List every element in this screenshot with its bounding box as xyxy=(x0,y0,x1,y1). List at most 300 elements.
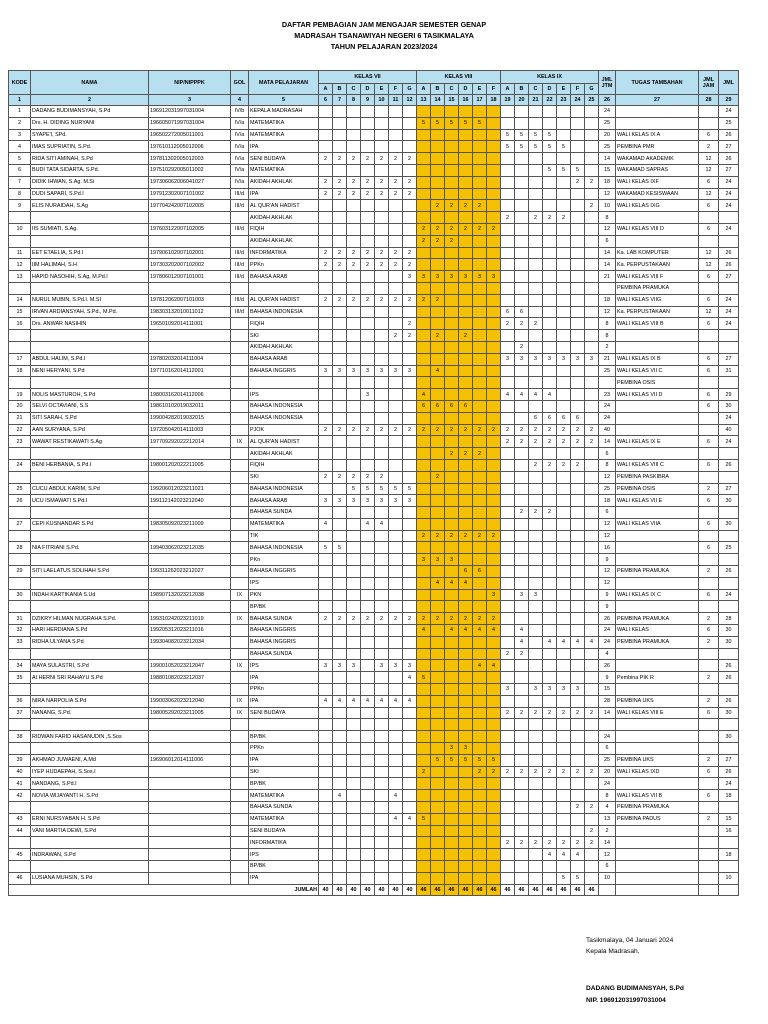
cell-class-hours xyxy=(515,212,529,224)
cell-class-hours xyxy=(319,400,333,412)
cell-class-hours xyxy=(347,825,361,837)
cell-class-hours: 4 xyxy=(417,625,431,637)
cell-tugas: WALI KELAS VII D xyxy=(616,389,699,401)
cell-class-hours xyxy=(501,223,515,235)
cell-gol: IX xyxy=(231,660,249,672)
cell-nip xyxy=(149,778,231,790)
cell-nama: ABDUL HALIM, S.Pd.I xyxy=(31,353,149,365)
cell-class-hours xyxy=(445,719,459,731)
table-row xyxy=(9,389,739,401)
cell-nama: RIDWAN FARID HASANUDIN ,S.Sos xyxy=(31,731,149,743)
cell-class-hours xyxy=(529,802,543,814)
table-row xyxy=(9,223,739,235)
cell-class-hours xyxy=(445,707,459,719)
cell-class-hours: 2 xyxy=(543,424,557,436)
cell-class-hours xyxy=(459,341,473,353)
cell-class-hours xyxy=(585,542,599,554)
cell-class-hours xyxy=(375,719,389,731)
cell-class-hours: 3 xyxy=(529,353,543,365)
cell-class-hours xyxy=(417,542,431,554)
cell-class-hours xyxy=(431,707,445,719)
cell-class-hours xyxy=(431,212,445,224)
cell-class-hours xyxy=(529,164,543,176)
cell-class-hours xyxy=(319,200,333,212)
cell-kode: 27 xyxy=(9,518,31,530)
cell-class-hours xyxy=(585,259,599,271)
cell-class-hours xyxy=(515,117,529,129)
cell-class-hours xyxy=(389,684,403,696)
cell-class-hours xyxy=(557,495,571,507)
cell-class-hours: 2 xyxy=(361,247,375,259)
cell-class-hours xyxy=(557,660,571,672)
cell-class-hours xyxy=(585,223,599,235)
cell-class-hours: 2 xyxy=(417,613,431,625)
cell-class-hours xyxy=(473,589,487,601)
cell-mapel: BAHASA SUNDA xyxy=(249,507,319,519)
cell-jml: 30 xyxy=(719,495,739,507)
cell-tugas xyxy=(616,507,699,519)
cell-class-hours xyxy=(403,625,417,637)
table-row xyxy=(9,318,739,330)
cell-class-hours xyxy=(445,341,459,353)
cell-mapel: IPS xyxy=(249,577,319,589)
class-letter-letters8-2: C xyxy=(445,84,459,95)
cell-class-hours xyxy=(571,365,585,377)
cell-class-hours: 2 xyxy=(459,448,473,460)
cell-jml-jtm: 12 xyxy=(599,577,616,589)
cell-class-hours xyxy=(515,247,529,259)
cell-class-hours xyxy=(487,129,501,141)
cell-mapel: PPKn xyxy=(249,743,319,755)
table-row xyxy=(9,306,739,318)
cell-class-hours: 2 xyxy=(417,235,431,247)
cell-nama: INDRAWAN, S.Pd xyxy=(31,849,149,861)
cell-class-hours: 2 xyxy=(515,318,529,330)
table-row xyxy=(9,176,739,188)
cell-class-hours: 2 xyxy=(529,318,543,330)
cell-gol xyxy=(231,412,249,424)
cell-class-hours: 3 xyxy=(459,271,473,283)
cell-class-hours xyxy=(431,306,445,318)
cell-jml: 27 xyxy=(719,754,739,766)
index-cell: 10 xyxy=(375,95,389,106)
cell-class-hours: 2 xyxy=(403,294,417,306)
table-row xyxy=(9,294,739,306)
cell-jml-jtm: 28 xyxy=(599,695,616,707)
cell-nip xyxy=(149,802,231,814)
cell-class-hours xyxy=(347,566,361,578)
cell-tugas: WALI KELAS xyxy=(616,625,699,637)
cell-class-hours xyxy=(389,412,403,424)
index-cell: 13 xyxy=(417,95,431,106)
cell-tugas xyxy=(616,400,699,412)
cell-class-hours xyxy=(417,212,431,224)
cell-class-hours xyxy=(487,731,501,743)
cell-jml-jtm xyxy=(599,377,616,389)
cell-jml-jam: 6 xyxy=(699,365,719,377)
cell-class-hours xyxy=(515,495,529,507)
cell-class-hours xyxy=(571,377,585,389)
cell-class-hours: 2 xyxy=(375,188,389,200)
cell-nama xyxy=(31,448,149,460)
cell-jml-jtm: 14 xyxy=(599,837,616,849)
cell-class-hours xyxy=(529,719,543,731)
cell-class-hours: 3 xyxy=(403,660,417,672)
cell-class-hours xyxy=(557,306,571,318)
cell-class-hours xyxy=(417,330,431,342)
cell-class-hours: 2 xyxy=(515,436,529,448)
cell-class-hours xyxy=(515,660,529,672)
cell-class-hours xyxy=(375,271,389,283)
cell-class-hours xyxy=(543,318,557,330)
cell-class-hours xyxy=(403,566,417,578)
cell-class-hours xyxy=(501,459,515,471)
cell-class-hours xyxy=(473,648,487,660)
cell-class-hours: 2 xyxy=(515,707,529,719)
cell-jml-jam: 6 xyxy=(699,459,719,471)
cell-class-hours xyxy=(529,282,543,294)
cell-nama xyxy=(31,377,149,389)
cell-class-hours xyxy=(403,400,417,412)
cell-class-hours: 5 xyxy=(487,754,501,766)
cell-class-hours xyxy=(333,778,347,790)
cell-class-hours xyxy=(445,306,459,318)
cell-tugas xyxy=(616,330,699,342)
cell-class-hours xyxy=(417,518,431,530)
cell-class-hours xyxy=(585,625,599,637)
cell-class-hours xyxy=(557,294,571,306)
cell-class-hours xyxy=(403,353,417,365)
table-row xyxy=(9,141,739,153)
cell-class-hours: 2 xyxy=(347,613,361,625)
col-kode: KODE xyxy=(9,71,31,95)
cell-class-hours xyxy=(459,259,473,271)
cell-class-hours xyxy=(319,353,333,365)
cell-jml: 24 xyxy=(719,318,739,330)
cell-class-hours xyxy=(557,825,571,837)
cell-class-hours xyxy=(319,861,333,873)
cell-class-hours xyxy=(487,507,501,519)
cell-mapel xyxy=(249,719,319,731)
cell-class-hours xyxy=(543,117,557,129)
cell-gol: IV/a xyxy=(231,129,249,141)
cell-kode: 21 xyxy=(9,412,31,424)
cell-jml-jtm: 23 xyxy=(599,389,616,401)
cell-class-hours xyxy=(557,153,571,165)
cell-gol xyxy=(231,743,249,755)
cell-class-hours xyxy=(375,129,389,141)
cell-class-hours: 3 xyxy=(515,589,529,601)
cell-tugas: WALI KELAS IX B xyxy=(616,353,699,365)
cell-nama xyxy=(31,471,149,483)
cell-class-hours xyxy=(529,577,543,589)
jumlah-label: JUMLAH xyxy=(9,884,319,896)
cell-jml: 28 xyxy=(719,613,739,625)
cell-class-hours: 2 xyxy=(543,507,557,519)
cell-class-hours: 6 xyxy=(473,566,487,578)
cell-class-hours xyxy=(431,542,445,554)
cell-class-hours: 2 xyxy=(403,188,417,200)
cell-class-hours: 4 xyxy=(543,636,557,648)
cell-class-hours xyxy=(501,259,515,271)
cell-tugas: WAKAMAD AKADEMIK xyxy=(616,153,699,165)
cell-kode xyxy=(9,377,31,389)
cell-class-hours xyxy=(571,153,585,165)
cell-class-hours xyxy=(403,577,417,589)
class-letter-letters9-0: A xyxy=(501,84,515,95)
cell-class-hours xyxy=(333,636,347,648)
cell-class-hours xyxy=(585,377,599,389)
cell-jml-jtm: 24 xyxy=(599,400,616,412)
cell-class-hours: 4 xyxy=(501,389,515,401)
cell-jml-jtm: 8 xyxy=(599,212,616,224)
cell-jml-jtm: 24 xyxy=(599,731,616,743)
table-row xyxy=(9,507,739,519)
cell-class-hours xyxy=(417,318,431,330)
cell-class-hours xyxy=(403,872,417,884)
cell-class-hours xyxy=(543,282,557,294)
cell-class-hours xyxy=(431,389,445,401)
cell-class-hours xyxy=(319,672,333,684)
col-tugas-tambahan: TUGAS TAMBAHAN xyxy=(616,71,699,95)
cell-nama: NANANG, S.Pd. xyxy=(31,707,149,719)
cell-class-hours: 3 xyxy=(361,495,375,507)
cell-class-hours xyxy=(585,672,599,684)
cell-class-hours xyxy=(585,790,599,802)
cell-jml xyxy=(719,377,739,389)
cell-class-hours xyxy=(431,778,445,790)
cell-class-hours xyxy=(515,872,529,884)
cell-class-hours xyxy=(333,271,347,283)
cell-class-hours xyxy=(501,400,515,412)
cell-nama: Drs. ANWAR NASIHIN xyxy=(31,318,149,330)
cell-jml-jtm: 6 xyxy=(599,861,616,873)
cell-class-hours: 3 xyxy=(445,743,459,755)
cell-class-hours xyxy=(389,778,403,790)
cell-class-hours xyxy=(487,672,501,684)
cell-class-hours: 5 xyxy=(557,141,571,153)
cell-mapel: SKI xyxy=(249,766,319,778)
class-letter-letters9-5: F xyxy=(571,84,585,95)
cell-class-hours xyxy=(473,495,487,507)
cell-class-hours xyxy=(557,330,571,342)
cell-class-hours xyxy=(557,129,571,141)
cell-class-hours: 2 xyxy=(333,153,347,165)
cell-class-hours xyxy=(417,259,431,271)
cell-tugas xyxy=(616,341,699,353)
cell-class-hours xyxy=(375,117,389,129)
cell-class-hours: 2 xyxy=(333,471,347,483)
cell-nip xyxy=(149,790,231,802)
cell-class-hours xyxy=(347,117,361,129)
index-cell: 27 xyxy=(616,95,699,106)
cell-gol: IX xyxy=(231,613,249,625)
cell-class-hours xyxy=(459,790,473,802)
cell-class-hours xyxy=(347,625,361,637)
cell-class-hours xyxy=(529,471,543,483)
cell-mapel: BAHASA INDONESIA xyxy=(249,400,319,412)
cell-tugas: WALI KELAS VIII C xyxy=(616,459,699,471)
cell-gol: IV/a xyxy=(231,117,249,129)
cell-kode xyxy=(9,507,31,519)
cell-jml-jam xyxy=(699,424,719,436)
cell-class-hours xyxy=(403,636,417,648)
cell-class-hours: 2 xyxy=(515,424,529,436)
cell-class-hours xyxy=(417,872,431,884)
cell-mapel: IPA xyxy=(249,672,319,684)
cell-class-hours: 5 xyxy=(543,129,557,141)
cell-class-hours xyxy=(403,766,417,778)
cell-class-hours xyxy=(473,341,487,353)
cell-nip: 198907132023212038 xyxy=(149,589,231,601)
cell-class-hours xyxy=(389,271,403,283)
cell-class-hours xyxy=(585,530,599,542)
cell-class-hours xyxy=(473,684,487,696)
cell-class-hours xyxy=(543,471,557,483)
cell-gol: IX xyxy=(231,707,249,719)
cell-jml-jam: 2 xyxy=(699,672,719,684)
cell-class-hours xyxy=(347,341,361,353)
cell-gol: III/d xyxy=(231,247,249,259)
cell-class-hours xyxy=(361,778,375,790)
cell-class-hours xyxy=(459,483,473,495)
cell-class-hours xyxy=(431,188,445,200)
cell-class-hours xyxy=(473,353,487,365)
cell-class-hours xyxy=(403,684,417,696)
cell-class-hours: 3 xyxy=(389,495,403,507)
cell-tugas xyxy=(616,825,699,837)
cell-class-hours xyxy=(403,601,417,613)
cell-class-hours xyxy=(431,129,445,141)
cell-nama: SYAPE'I, SPd. xyxy=(31,129,149,141)
cell-class-hours xyxy=(445,636,459,648)
cell-class-hours: 4 xyxy=(333,695,347,707)
cell-class-hours xyxy=(487,471,501,483)
cell-class-hours xyxy=(375,459,389,471)
cell-class-hours xyxy=(361,802,375,814)
index-cell: 5 xyxy=(249,95,319,106)
cell-class-hours xyxy=(557,778,571,790)
cell-class-hours xyxy=(543,271,557,283)
cell-jml-jtm: 9 xyxy=(599,589,616,601)
cell-tugas: WALI KELAS IXF xyxy=(616,176,699,188)
cell-class-hours: 2 xyxy=(459,530,473,542)
table-row xyxy=(9,813,739,825)
cell-tugas: WALI KELAS IX E xyxy=(616,436,699,448)
cell-class-hours xyxy=(459,188,473,200)
cell-class-hours xyxy=(459,672,473,684)
cell-nip: 199001052023212047 xyxy=(149,660,231,672)
cell-class-hours xyxy=(417,577,431,589)
cell-jml xyxy=(719,235,739,247)
cell-nama: LUSIANA MUHSIN, S.Pd xyxy=(31,872,149,884)
cell-gol xyxy=(231,566,249,578)
cell-class-hours: 2 xyxy=(347,176,361,188)
index-cell: 19 xyxy=(501,95,515,106)
cell-class-hours xyxy=(557,754,571,766)
cell-tugas: PEMBINA PRAMUKA xyxy=(616,802,699,814)
cell-jml-jam xyxy=(699,117,719,129)
cell-class-hours xyxy=(361,412,375,424)
cell-class-hours xyxy=(347,743,361,755)
cell-class-hours xyxy=(487,235,501,247)
cell-class-hours xyxy=(361,636,375,648)
cell-class-hours xyxy=(431,813,445,825)
cell-class-hours xyxy=(543,648,557,660)
cell-gol: III/d xyxy=(231,200,249,212)
cell-class-hours xyxy=(543,861,557,873)
cell-jml-jtm: 25 xyxy=(599,365,616,377)
cell-class-hours xyxy=(361,341,375,353)
cell-class-hours: 3 xyxy=(487,271,501,283)
cell-gol xyxy=(231,625,249,637)
cell-jml-jam xyxy=(699,330,719,342)
cell-class-hours xyxy=(473,802,487,814)
cell-class-hours xyxy=(585,566,599,578)
cell-gol: IV/a xyxy=(231,141,249,153)
cell-class-hours xyxy=(375,743,389,755)
cell-nip: 196502272005011001 xyxy=(149,129,231,141)
cell-mapel: BP/BK xyxy=(249,861,319,873)
cell-jml-jtm: 4 xyxy=(599,648,616,660)
cell-class-hours xyxy=(333,837,347,849)
cell-class-hours xyxy=(473,106,487,118)
cell-nip: 197912302007101002 xyxy=(149,188,231,200)
cell-class-hours xyxy=(571,106,585,118)
cell-jml: 24 xyxy=(719,106,739,118)
cell-class-hours xyxy=(459,636,473,648)
cell-nip xyxy=(149,849,231,861)
cell-class-hours: 2 xyxy=(571,436,585,448)
index-cell: 24 xyxy=(571,95,585,106)
cell-nama: SITI SARAH, S.Pd xyxy=(31,412,149,424)
cell-class-hours: 2 xyxy=(501,837,515,849)
cell-class-hours: 2 xyxy=(543,837,557,849)
cell-class-hours: 2 xyxy=(487,613,501,625)
cell-class-hours: 2 xyxy=(529,766,543,778)
cell-class-hours: 4 xyxy=(459,625,473,637)
cell-class-hours xyxy=(403,129,417,141)
cell-nip: 198610102019032011 xyxy=(149,400,231,412)
cell-nama xyxy=(31,577,149,589)
cell-class-hours xyxy=(333,459,347,471)
cell-nip xyxy=(149,448,231,460)
cell-class-hours xyxy=(585,554,599,566)
cell-class-hours xyxy=(333,872,347,884)
cell-class-hours xyxy=(543,577,557,589)
cell-class-hours xyxy=(529,825,543,837)
cell-class-hours xyxy=(417,200,431,212)
cell-class-hours xyxy=(333,507,347,519)
cell-class-hours xyxy=(557,589,571,601)
cell-class-hours xyxy=(431,495,445,507)
cell-class-hours xyxy=(529,448,543,460)
cell-kode: 6 xyxy=(9,164,31,176)
cell-jml-jam: 6 xyxy=(699,518,719,530)
cell-kode: 8 xyxy=(9,188,31,200)
cell-class-hours xyxy=(515,754,529,766)
jumlah-empty xyxy=(599,884,616,896)
cell-class-hours: 2 xyxy=(389,424,403,436)
cell-class-hours xyxy=(515,330,529,342)
cell-class-hours xyxy=(403,754,417,766)
cell-class-hours xyxy=(445,436,459,448)
cell-mapel: MATEMATIKA xyxy=(249,790,319,802)
cell-class-hours xyxy=(319,849,333,861)
cell-class-hours xyxy=(459,141,473,153)
cell-class-hours xyxy=(445,542,459,554)
jumlah-value: 46 xyxy=(431,884,445,896)
